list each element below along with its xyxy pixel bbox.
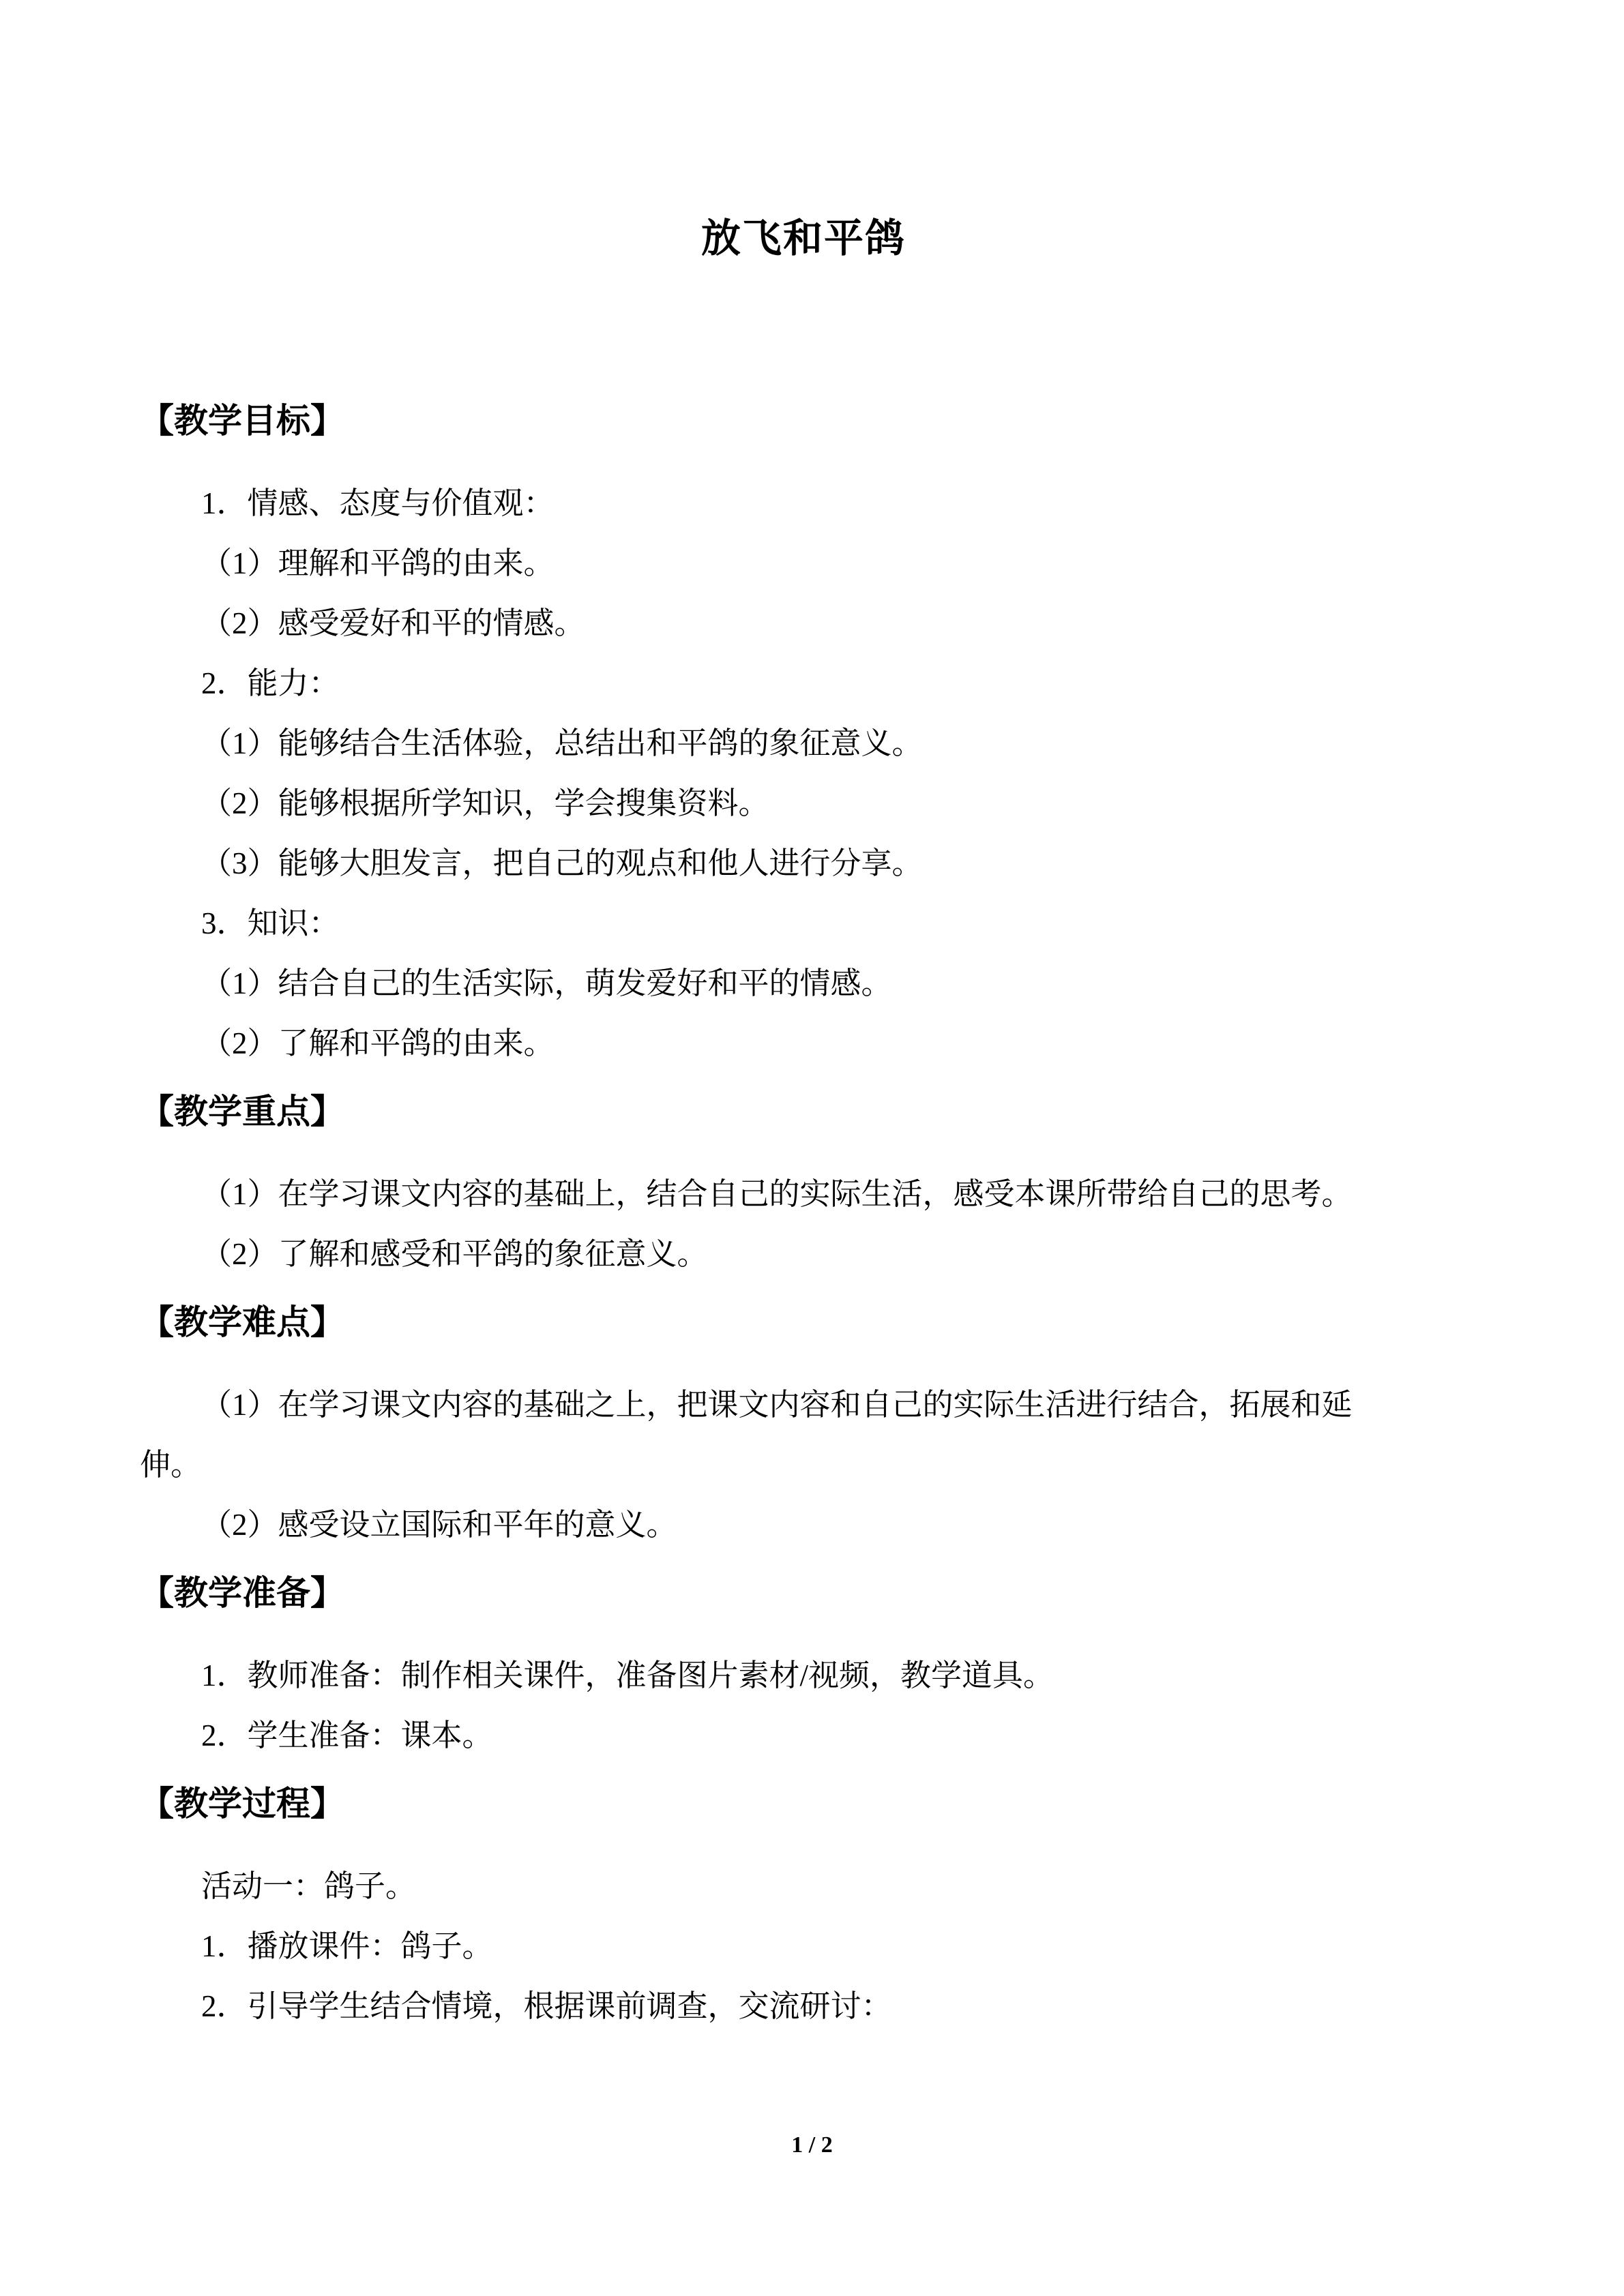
paragraph-line: 2．学生准备：课本。 [201,1718,493,1753]
document-content [0,215,1624,2036]
section-teaching-objectives [140,383,1467,1073]
section-teaching-process [140,1765,1467,2036]
section-heading: 【教学难点】 [140,1303,344,1341]
paragraph-line: 2．能力： [201,666,340,700]
paragraph-line: （2）了解和感受和平鸽的象征意义。 [201,1237,708,1271]
page-number: 1 / 2 [791,2132,833,2158]
page-title: 放飞和平鸽 [700,216,906,260]
section-heading: 【教学重点】 [140,1092,344,1131]
section-heading: 【教学目标】 [140,402,344,440]
section-teaching-key-points [140,1073,1467,1284]
paragraph-line: 1．情感、态度与价值观： [201,486,555,520]
paragraph-line: （3）能够大胆发言，把自己的观点和他人进行分享。 [201,846,923,880]
paragraph-line: （2）能够根据所学知识，学会搜集资料。 [201,786,769,820]
paragraph-line: （1）能够结合生活体验，总结出和平鸽的象征意义。 [201,726,923,760]
section-heading: 【教学过程】 [140,1785,344,1823]
paragraph-line: （2）感受设立国际和平年的意义。 [201,1508,677,1542]
section-teaching-preparation [140,1555,1467,1765]
paragraph-line: （2）感受爱好和平的情感。 [201,606,585,640]
paragraph-line: 2．引导学生结合情境，根据课前调查，交流研讨： [201,1989,892,2023]
paragraph-line: 活动一：鸽子。 [201,1869,417,1903]
section-teaching-difficulties [140,1284,1467,1555]
paragraph-line: （2）了解和平鸽的由来。 [201,1026,555,1060]
paragraph-line: 3．知识： [201,906,340,940]
paragraph-line: （1）结合自己的生活实际，萌发爱好和平的情感。 [201,966,892,1000]
paragraph-line: （1）理解和平鸽的由来。 [201,546,555,580]
paragraph-line: 伸。 [140,1448,202,1482]
section-heading: 【教学准备】 [140,1574,344,1612]
paragraph-line: 1．播放课件：鸽子。 [201,1929,493,1963]
paragraph-line: 1．教师准备：制作相关课件，准备图片素材/视频，教学道具。 [201,1658,1054,1693]
paragraph-line: （1）在学习课文内容的基础上，结合自己的实际生活，感受本课所带给自己的思考。 [201,1177,1353,1211]
paragraph-line: （1）在学习课文内容的基础之上，把课文内容和自己的实际生活进行结合，拓展和延 [201,1388,1353,1422]
